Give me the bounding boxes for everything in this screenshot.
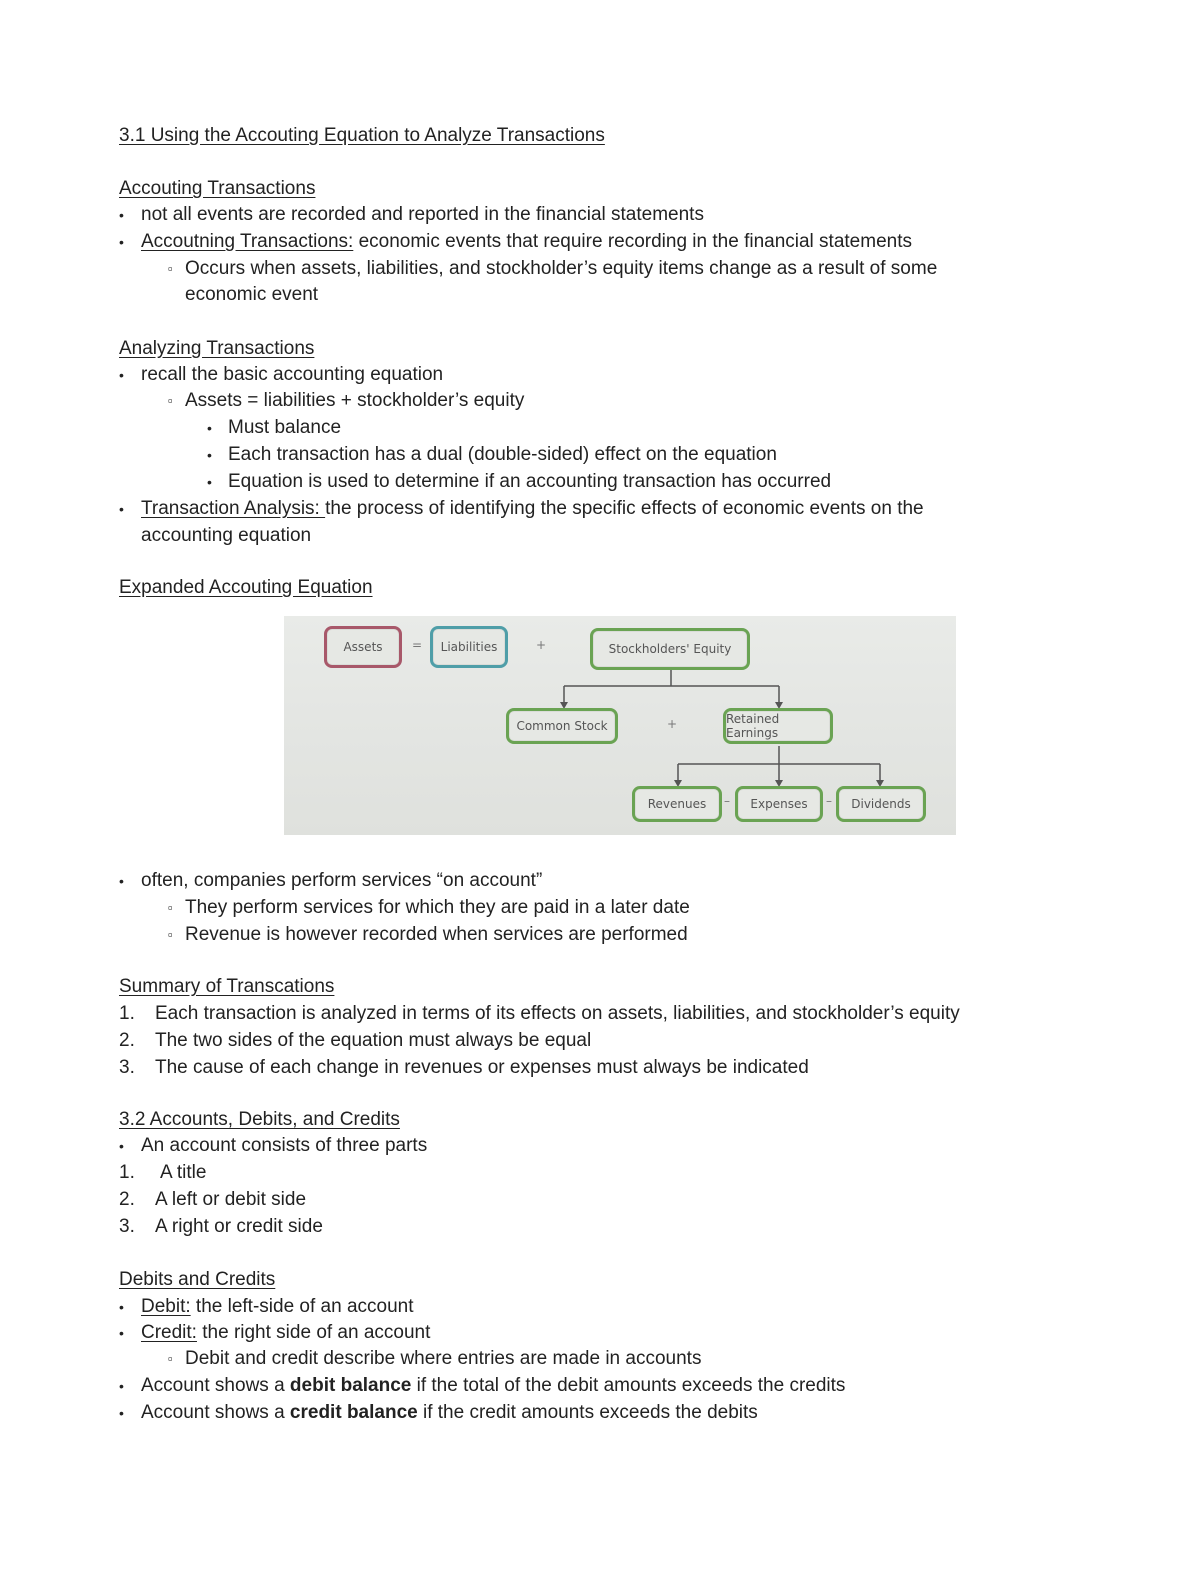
bullet-icon: • xyxy=(119,1378,124,1394)
list-item-continuation: accounting equation xyxy=(141,525,312,546)
common-stock-box: Common Stock xyxy=(506,708,618,744)
list-item: An account consists of three parts xyxy=(141,1135,428,1156)
list-item: Debit and credit describe where entries are made in accounts xyxy=(185,1348,702,1369)
text: if the total of the debit amounts exceeds the credits xyxy=(411,1375,846,1396)
expanded-equation-diagram xyxy=(284,616,956,835)
bullet-icon: • xyxy=(119,501,124,517)
list-number: 1. xyxy=(119,1162,135,1183)
text: Account shows a xyxy=(141,1402,290,1423)
section-3-2-title: 3.2 Accounts, Debits, and Credits xyxy=(119,1109,400,1130)
bullet-icon: • xyxy=(119,1299,124,1315)
list-item: The two sides of the equation must always be equal xyxy=(155,1030,592,1051)
sub-bullet-icon: ▫ xyxy=(168,261,173,276)
list-item: Each transaction is analyzed in terms of its effects on assets, liabilities, and stockholder’s equity xyxy=(155,1003,960,1024)
term-debit-balance: debit balance xyxy=(289,1375,412,1396)
plus-sign: + xyxy=(536,638,547,652)
stockholders-equity-box: Stockholders' Equity xyxy=(590,628,750,670)
list-item: The cause of each change in revenues or expenses must always be indicated xyxy=(155,1057,809,1078)
list-item-continuation: economic event xyxy=(185,284,319,305)
expenses-box: Expenses xyxy=(735,786,823,822)
section-3-1-title: 3.1 Using the Accouting Equation to Analyze Transactions xyxy=(119,125,605,146)
list-item: recall the basic accounting equation xyxy=(141,364,444,385)
list-item: A left or debit side xyxy=(155,1189,307,1210)
definition-text: the process of identifying the specific effects of economic events on the xyxy=(325,498,924,519)
sub-bullet-icon: ▫ xyxy=(168,900,173,915)
list-item: Must balance xyxy=(228,417,342,438)
list-item xyxy=(141,1321,430,1345)
list-item: Assets = liabilities + stockholder’s equity xyxy=(185,390,525,411)
bullet-icon: • xyxy=(119,873,124,889)
list-item: often, companies perform services “on account” xyxy=(141,870,543,891)
list-item: They perform services for which they are paid in a later date xyxy=(185,897,690,918)
term-debit: Debit: xyxy=(141,1296,191,1317)
list-item xyxy=(141,497,924,521)
sub-bullet-icon: ▫ xyxy=(168,927,173,942)
revenues-box: Revenues xyxy=(632,786,722,822)
list-number: 2. xyxy=(119,1189,135,1210)
assets-box: Assets xyxy=(324,626,402,668)
sub-bullet-icon: ▫ xyxy=(168,1351,173,1366)
term-accounting-transactions: Accoutning Transactions: xyxy=(141,231,354,252)
bullet-icon: • xyxy=(207,474,212,490)
minus-sign: – xyxy=(826,794,832,808)
list-number: 1. xyxy=(119,1003,135,1024)
list-item xyxy=(141,1374,845,1398)
list-number: 3. xyxy=(119,1057,135,1078)
bullet-icon: • xyxy=(119,367,124,383)
heading-expanded-equation: Expanded Accouting Equation xyxy=(119,577,373,598)
plus-sign: + xyxy=(667,717,678,731)
bullet-icon: • xyxy=(119,207,124,223)
bullet-icon: • xyxy=(119,1405,124,1421)
dividends-box: Dividends xyxy=(836,786,926,822)
definition-text: the right side of an account xyxy=(196,1322,431,1343)
heading-analyzing-transactions: Analyzing Transactions xyxy=(119,338,315,359)
bullet-icon: • xyxy=(207,447,212,463)
term-transaction-analysis: Transaction Analysis: xyxy=(141,498,326,519)
minus-sign: – xyxy=(724,794,730,808)
bullet-icon: • xyxy=(207,420,212,436)
equals-sign: = xyxy=(412,638,423,652)
heading-debits-credits: Debits and Credits xyxy=(119,1269,276,1290)
definition-text: economic events that require recording in the financial statements xyxy=(353,231,912,252)
sub-bullet-icon: ▫ xyxy=(168,393,173,408)
list-item: A title xyxy=(160,1162,207,1183)
text: if the credit amounts exceeds the debits xyxy=(417,1402,758,1423)
retained-earnings-box: Retained Earnings xyxy=(723,708,833,744)
list-item xyxy=(141,1295,414,1319)
list-item: Revenue is however recorded when services are performed xyxy=(185,924,688,945)
heading-summary: Summary of Transcations xyxy=(119,976,335,997)
bullet-icon: • xyxy=(119,1138,124,1154)
list-number: 2. xyxy=(119,1030,135,1051)
definition-text: the left-side of an account xyxy=(190,1296,414,1317)
list-item: Each transaction has a dual (double-sided) effect on the equation xyxy=(228,444,777,465)
term-credit: Credit: xyxy=(141,1322,197,1343)
term-credit-balance: credit balance xyxy=(289,1402,418,1423)
list-item: Occurs when assets, liabilities, and stockholder’s equity items change as a result of some xyxy=(185,258,938,279)
list-item: Equation is used to determine if an accounting transaction has occurred xyxy=(228,471,832,492)
list-item xyxy=(141,230,912,254)
liabilities-box: Liabilities xyxy=(430,626,508,668)
list-item: not all events are recorded and reported in the financial statements xyxy=(141,204,704,225)
heading-accounting-transactions: Accouting Transactions xyxy=(119,178,316,199)
list-item xyxy=(141,1401,758,1425)
bullet-icon: • xyxy=(119,1325,124,1341)
bullet-icon: • xyxy=(119,234,124,250)
text: Account shows a xyxy=(141,1375,290,1396)
list-number: 3. xyxy=(119,1216,135,1237)
list-item: A right or credit side xyxy=(155,1216,323,1237)
